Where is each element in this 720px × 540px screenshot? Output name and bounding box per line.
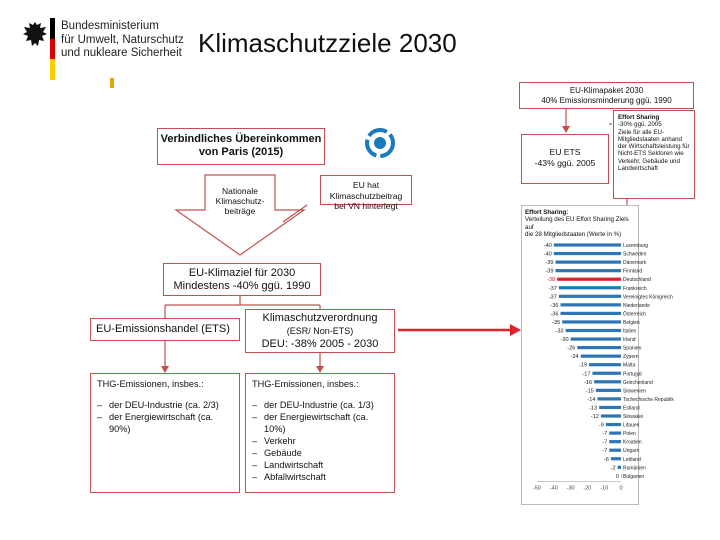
effort-sharing-title: Effort Sharing <box>618 114 660 121</box>
bar-value-label: -7 <box>602 448 608 455</box>
bar-value-label: -15 <box>585 388 594 395</box>
bar-value-label: -7 <box>602 431 608 438</box>
eu-target-line-2: Mindestens -40% ggü. 1990 <box>173 280 311 292</box>
country-label: Kroatien <box>623 439 642 446</box>
bar-value-label: -36 <box>550 302 559 309</box>
eu-ets-target-line-1: EU ETS <box>549 147 581 157</box>
bar <box>559 286 621 289</box>
x-tick-label: -40 <box>549 485 558 492</box>
bar <box>596 389 621 392</box>
country-label: Luxemburg <box>623 243 649 249</box>
country-label: Italien <box>623 328 637 335</box>
paris-agreement-box: Verbindliches Übereinkommen von Paris (2015) <box>157 128 325 165</box>
esr-sector-item: – Verkehr <box>252 435 388 447</box>
country-label: Portugal <box>623 371 642 378</box>
slide-title: Klimaschutzziele 2030 <box>198 28 457 58</box>
esr-line-1: Klimaschutzverordnung <box>262 312 378 324</box>
bar-value-label: -16 <box>584 379 593 386</box>
effort-sharing-target: -30% ggü. 2005 <box>618 121 662 129</box>
esr-sectors-box <box>245 373 395 493</box>
country-label: Finnland <box>623 268 643 275</box>
eu-package-line-2: 40% Emissionsminderung ggü. 1990 <box>541 96 672 105</box>
bar <box>571 337 621 340</box>
bar-value-label: -37 <box>548 285 557 292</box>
bar <box>597 397 621 400</box>
country-label: Estland <box>623 405 640 412</box>
country-label: Schweden <box>623 251 647 258</box>
bar <box>599 406 621 409</box>
eu-contribution-box: EU hat Klimaschutzbeitrag bei VN hinterlegt <box>320 175 412 205</box>
country-label: Tschechische Republik <box>623 396 674 403</box>
bar-value-label: -24 <box>570 354 579 361</box>
country-label: Bulgarien <box>623 473 645 480</box>
bar-value-label: -14 <box>587 396 596 403</box>
esr-line-2: (ESR/ Non-ETS) <box>286 326 354 336</box>
bar-value-label: 0 <box>615 473 619 480</box>
ndc-label: Nationale Klimaschutz-beiträge <box>215 186 265 216</box>
eu-ets-target-line-2: -43% ggü. 2005 <box>534 158 596 168</box>
esr-sector-item: – Landwirtschaft <box>252 459 388 471</box>
bar <box>577 346 621 349</box>
bar-value-label: -17 <box>582 371 591 378</box>
chart-heading-line-3: die 28 Mitgliedstaaten (Werte in %) <box>525 230 622 238</box>
esr-sectors-heading: THG-Emissionen, insbes.: <box>252 379 359 389</box>
country-label: Belgien <box>623 319 640 326</box>
effort-sharing-box <box>613 110 695 199</box>
ministry-logo-text: Bundesministerium für Umwelt, Naturschutz und nukleare Sicherheit <box>61 20 184 59</box>
bar-value-label: -13 <box>589 405 598 412</box>
bar-value-label: -39 <box>545 268 554 275</box>
bar-value-label: -7 <box>602 439 608 446</box>
country-label: Polen <box>623 431 636 438</box>
effort-sharing-bars <box>522 206 674 506</box>
bar-value-label: -33 <box>555 328 564 335</box>
country-label: Litauen <box>623 422 640 429</box>
country-label: Zypern <box>623 354 639 361</box>
bar <box>555 269 621 272</box>
bar <box>601 414 621 417</box>
esr-line-3: DEU: -38% 2005 - 2030 <box>261 338 379 350</box>
bar <box>561 303 621 306</box>
bar <box>592 372 621 375</box>
ets-sectors-heading: THG-Emissionen, insbes.: <box>97 379 204 389</box>
bar <box>606 423 621 426</box>
bar-value-label: -35 <box>552 319 561 326</box>
effort-sharing-description: Ziele für alle EU-Mitgliedstaaten anhand der Wirtschaftsleistung für Nicht-ETS Sektoren wie Verkehr, Gebäude und Landwirtschaft <box>618 128 690 173</box>
bar <box>566 329 621 332</box>
eu-ets-box: EU-Emissionshandel (ETS) <box>90 318 240 341</box>
esr-sector-item: – der DEU-Industrie (ca. 1/3) <box>252 399 388 411</box>
x-tick-label: -10 <box>600 485 609 492</box>
x-tick-label: -20 <box>583 485 592 492</box>
esr-sector-item: – der Energiewirtschaft (ca. 10%) <box>252 411 388 435</box>
eu-package-line-1: EU-Klimapaket 2030 <box>569 86 644 95</box>
bar-value-label: -30 <box>560 337 569 344</box>
country-label: Griechenland <box>623 379 653 386</box>
bar <box>554 252 621 255</box>
ets-sectors-box <box>90 373 240 493</box>
chart-heading-line-1: Effort Sharing: <box>525 209 569 216</box>
country-label: Ungarn <box>623 448 640 455</box>
bar-value-label: -40 <box>543 251 552 258</box>
bar-value-label: -19 <box>578 362 588 369</box>
x-tick-label: 0 <box>619 485 623 492</box>
eu-climate-target-box <box>163 263 321 296</box>
bar-value-label: -40 <box>543 243 552 249</box>
esr-sector-item: – Abfallwirtschaft <box>252 471 388 483</box>
x-tick-label: -50 <box>533 485 541 492</box>
country-label: Frankreich <box>623 285 647 292</box>
bar-value-label: -36 <box>550 311 559 318</box>
esr-sector-item: – Gebäude <box>252 447 388 459</box>
bar <box>589 363 621 366</box>
bar <box>555 261 621 264</box>
bar <box>581 355 621 358</box>
chart-heading-line-2: Verteilung des EU Effort Sharing Ziels auf <box>525 216 629 231</box>
bar <box>618 466 621 469</box>
bar <box>561 312 621 315</box>
esr-box <box>245 309 395 353</box>
eu-climate-package-box <box>519 82 694 109</box>
bar-value-label: -37 <box>548 294 557 301</box>
unfccc-logo <box>361 125 399 163</box>
eu-ets-target-box <box>521 134 609 184</box>
country-label: Malta <box>623 362 636 369</box>
country-label: Vereinigtes Königreich <box>623 294 673 301</box>
bar-value-label: -6 <box>603 456 609 463</box>
country-label: Niederlande <box>623 302 650 309</box>
x-tick-label: -30 <box>566 485 575 492</box>
ets-sector-item: – der Energiewirtschaft (ca. 90%) <box>97 411 233 435</box>
bar-value-label: -38 <box>547 277 556 284</box>
bar <box>621 474 622 477</box>
country-label: Österreich <box>623 311 647 318</box>
country-label: Slowakei <box>623 414 644 420</box>
country-label: Slowenien <box>623 388 647 395</box>
country-label: Lettland <box>623 456 641 463</box>
bar <box>609 432 621 435</box>
bar <box>554 243 621 246</box>
bar <box>562 320 621 323</box>
country-label: Dänemark <box>623 260 647 267</box>
eu-target-line-1: EU-Klimaziel für 2030 <box>188 267 296 279</box>
bar <box>609 440 621 443</box>
bar <box>559 295 621 298</box>
country-label: Rumänien <box>623 465 646 472</box>
bar-value-label: -26 <box>567 345 576 352</box>
country-label: Irland <box>623 337 636 344</box>
bar <box>609 449 621 452</box>
ets-sector-item: – der DEU-Industrie (ca. 2/3) <box>97 399 233 411</box>
country-label: Spanien <box>623 345 642 352</box>
bar-value-label: -9 <box>598 422 604 429</box>
bar-value-label: -2 <box>610 465 616 472</box>
bar <box>611 457 621 460</box>
bar-value-label: -39 <box>545 260 554 267</box>
effort-sharing-chart <box>521 205 674 505</box>
country-label: Deutschland <box>623 277 651 284</box>
bar <box>594 380 621 383</box>
bar <box>557 278 621 281</box>
bar-value-label: -12 <box>590 414 599 420</box>
